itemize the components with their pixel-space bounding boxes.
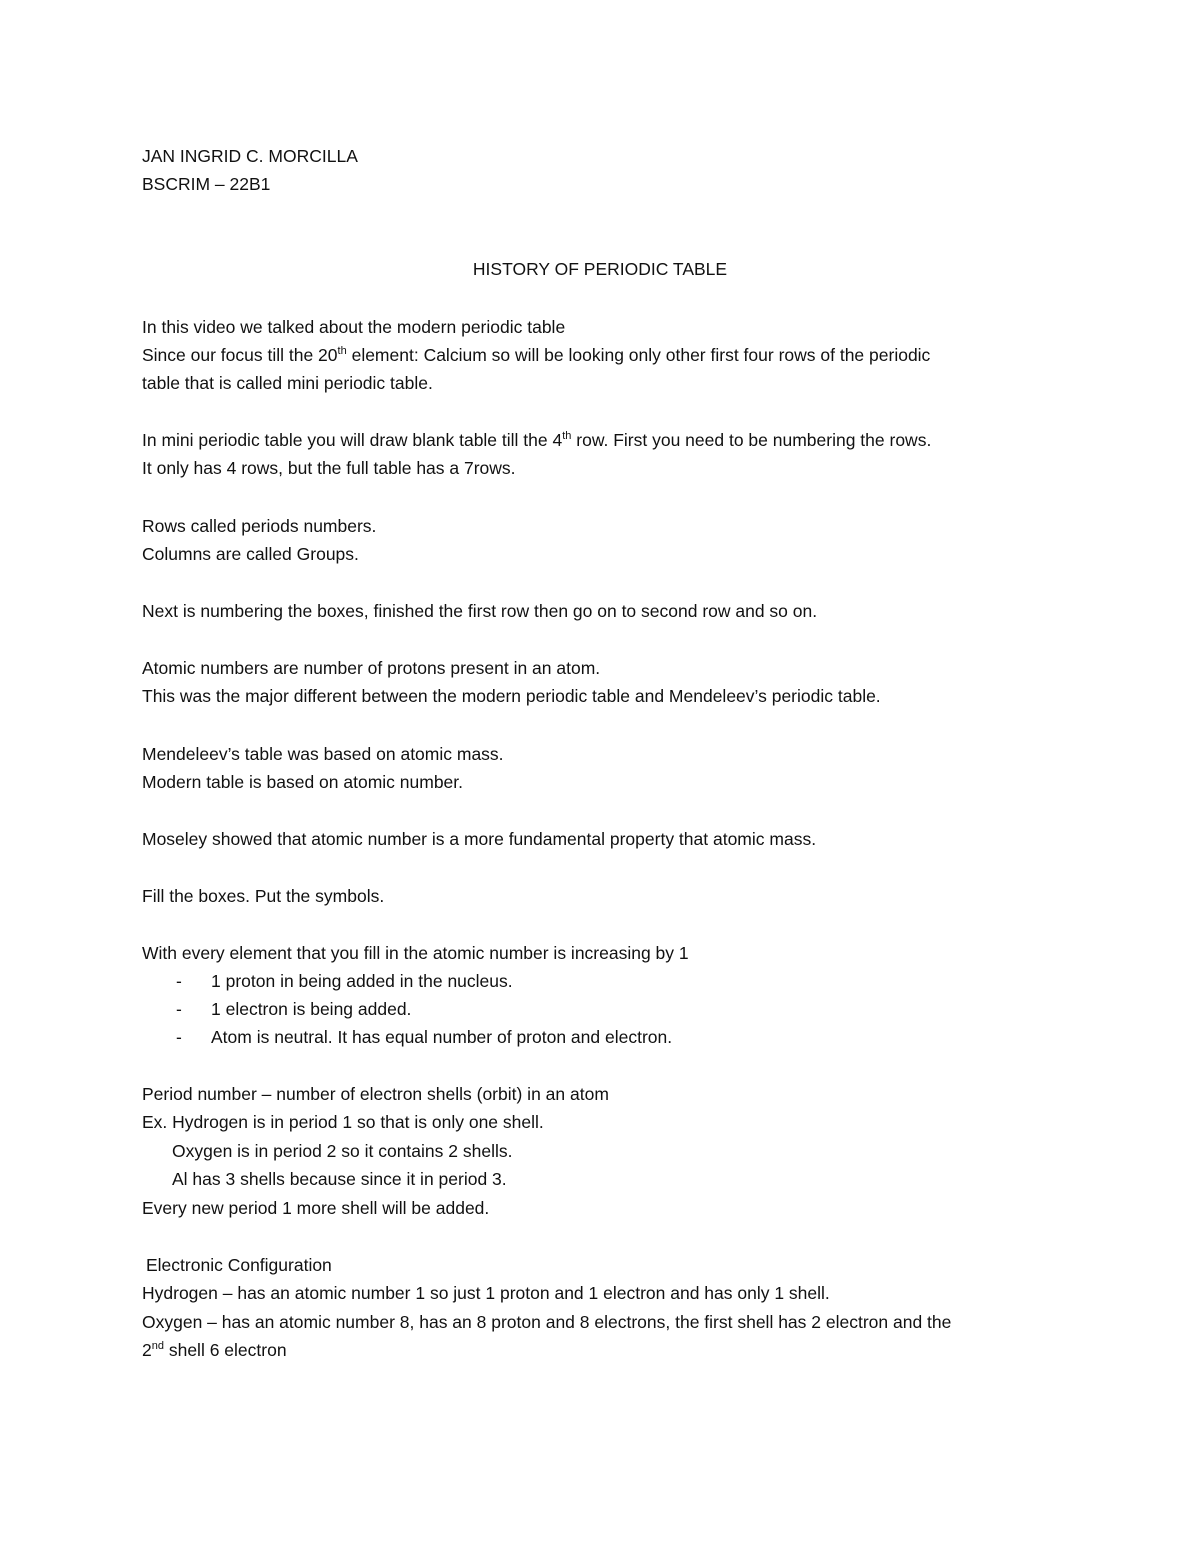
- paragraph-line: Oxygen – has an atomic number 8, has an 8 proton and 8 electrons, the first shell has 2 electron and the: [142, 1312, 952, 1332]
- paragraph-line: Next is numbering the boxes, finished the first row then go on to second row and so on.: [142, 601, 818, 621]
- paragraph-line: Moseley showed that atomic number is a more fundamental property that atomic mass.: [142, 829, 817, 849]
- paragraph-line: Fill the boxes. Put the symbols.: [142, 886, 385, 906]
- paragraph-line: In mini periodic table you will draw blank table till the 4th row. First you need to be numbering the rows.: [142, 430, 932, 450]
- bullet-marker: -: [176, 971, 182, 991]
- section-heading: Electronic Configuration: [146, 1255, 332, 1275]
- paragraph-line: Ex. Hydrogen is in period 1 so that is only one shell.: [142, 1112, 544, 1132]
- superscript: th: [562, 430, 572, 443]
- paragraph-line: Al has 3 shells because since it in period 3.: [172, 1169, 507, 1189]
- document-title: HISTORY OF PERIODIC TABLE: [472, 259, 728, 279]
- paragraph-line: Modern table is based on atomic number.: [142, 772, 464, 792]
- paragraph-line: Mendeleev’s table was based on atomic mass.: [142, 744, 504, 764]
- superscript: th: [337, 345, 347, 358]
- paragraph-line: Oxygen is in period 2 so it contains 2 shells.: [172, 1141, 513, 1161]
- paragraph-line: Atomic numbers are number of protons present in an atom.: [142, 658, 601, 678]
- paragraph-line: Period number – number of electron shells (orbit) in an atom: [142, 1084, 609, 1104]
- student-name: JAN INGRID C. MORCILLA: [142, 146, 358, 166]
- paragraph-line: In this video we talked about the modern periodic table: [142, 317, 566, 337]
- paragraph-line: table that is called mini periodic table.: [142, 373, 433, 393]
- student-section: BSCRIM – 22B1: [142, 174, 271, 194]
- paragraph-line: Since our focus till the 20th element: Calcium so will be looking only other first four rows of the periodic: [142, 345, 931, 365]
- paragraph-line: 2nd shell 6 electron: [142, 1340, 287, 1360]
- paragraph-line: With every element that you fill in the atomic number is increasing by 1: [142, 943, 689, 963]
- paragraph-line: It only has 4 rows, but the full table has a 7rows.: [142, 458, 516, 478]
- superscript: nd: [151, 1340, 164, 1353]
- paragraph-line: This was the major different between the modern periodic table and Mendeleev’s periodic table.: [142, 686, 881, 706]
- bullet-marker: -: [176, 1027, 182, 1047]
- paragraph-line: Hydrogen – has an atomic number 1 so just 1 proton and 1 electron and has only 1 shell.: [142, 1283, 830, 1303]
- paragraph-line: Rows called periods numbers.: [142, 516, 377, 536]
- bullet-marker: -: [176, 999, 182, 1019]
- paragraph-line: Columns are called Groups.: [142, 544, 359, 564]
- paragraph-line: Every new period 1 more shell will be added.: [142, 1198, 490, 1218]
- list-item: - 1 electron is being added.: [176, 999, 412, 1019]
- list-item: - 1 proton in being added in the nucleus.: [176, 971, 513, 991]
- list-item: - Atom is neutral. It has equal number of proton and electron.: [176, 1027, 673, 1047]
